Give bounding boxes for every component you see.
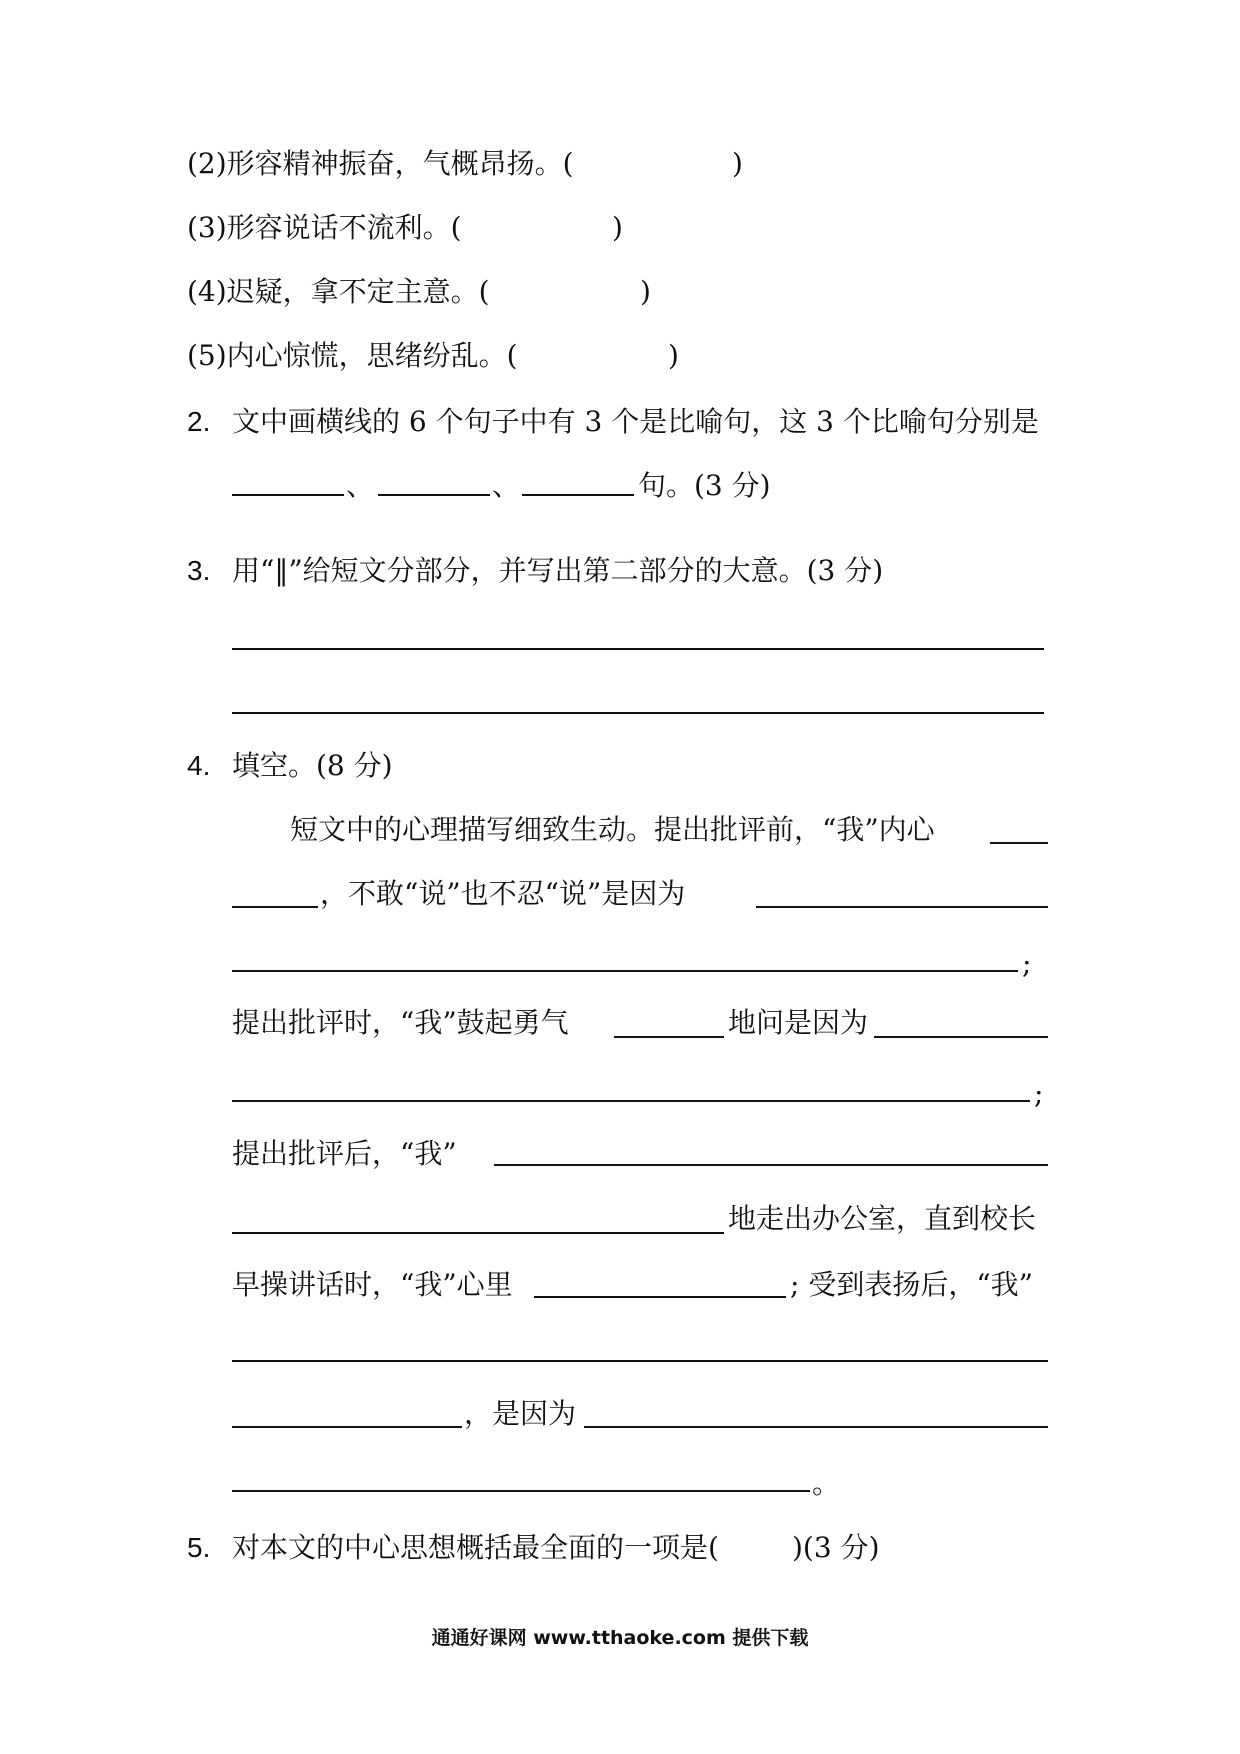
q4-line-7: 地走出办公室，直到校长 <box>728 1202 1037 1235</box>
q2-separator-2: 、 <box>492 469 521 502</box>
q4-line-2: ，不敢“说”也不忍“说”是因为 <box>320 877 686 910</box>
q4-blank-5b[interactable] <box>232 1232 724 1234</box>
q2-text: 文中画横线的 6 个句子中有 3 个是比喻句，这 3 个比喻句分别是 <box>232 405 1039 438</box>
q2-blank-1[interactable] <box>232 494 344 496</box>
q3-number: 3. <box>187 555 211 586</box>
q4-blank-2a[interactable] <box>756 906 1048 908</box>
q1-item-5-label: (5)内心惊慌，思绪纷乱。( <box>187 339 518 372</box>
q4-blank-1b[interactable] <box>232 906 318 908</box>
q4-blank-7b[interactable] <box>232 1426 462 1428</box>
q3-text: 用“‖”给短文分部分，并写出第二部分的大意。(3 分) <box>232 554 884 587</box>
q1-item-2 <box>187 146 574 182</box>
q1-item-3-close: ) <box>612 211 623 244</box>
q5-close: )(3 分) <box>792 1531 880 1564</box>
q1-item-5-close: ) <box>668 339 679 372</box>
q4-blank-2b[interactable] <box>232 970 1018 972</box>
q4-blank-7a[interactable] <box>232 1360 1048 1362</box>
q1-item-3 <box>187 210 462 246</box>
q4-blank-3[interactable] <box>614 1036 724 1038</box>
q5-number: 5. <box>187 1532 211 1563</box>
q3-answer-line-1[interactable] <box>232 648 1044 650</box>
q2-tail: 句。(3 分) <box>638 469 771 502</box>
q4-line-8a: 早操讲话时，“我”心里 <box>232 1268 513 1301</box>
q1-item-5 <box>187 338 518 374</box>
q2-blank-3[interactable] <box>522 494 634 496</box>
q4-title: 填空。(8 分) <box>232 749 393 782</box>
q4-number: 4. <box>187 750 211 781</box>
q1-item-4-close: ) <box>640 275 651 308</box>
q4-blank-1a[interactable] <box>990 842 1048 844</box>
q4-line-4a: 提出批评时，“我”鼓起勇气 <box>232 1006 569 1039</box>
q4-line-6: 提出批评后，“我” <box>232 1137 457 1170</box>
q2-number: 2. <box>187 406 211 437</box>
q4-blank-6[interactable] <box>534 1296 786 1298</box>
q3-answer-line-2[interactable] <box>232 712 1044 714</box>
q4-line-11-end: 。 <box>812 1467 841 1500</box>
q1-item-4 <box>187 274 490 310</box>
q1-item-3-label: (3)形容说话不流利。( <box>187 211 462 244</box>
q4-blank-8a[interactable] <box>584 1426 1048 1428</box>
q1-item-4-label: (4)迟疑，拿不定主意。( <box>187 275 490 308</box>
q4-line-8b: ; 受到表扬后，“我” <box>790 1268 1033 1301</box>
q4-blank-4a[interactable] <box>874 1036 1048 1038</box>
q4-line-1: 短文中的心理描写细致生动。提出批评前，“我”内心 <box>290 813 935 846</box>
q1-item-2-label: (2)形容精神振奋，气概昂扬。( <box>187 147 574 180</box>
q4-line-5-end: ; <box>1034 1077 1044 1110</box>
q4-blank-8b[interactable] <box>232 1490 810 1492</box>
page-footer: 通通好课网 www.tthaoke.com 提供下载 <box>431 1627 809 1649</box>
q2-blank-2[interactable] <box>378 494 490 496</box>
q4-line-4b: 地问是因为 <box>728 1006 869 1039</box>
q5-text: 对本文的中心思想概括最全面的一项是( <box>232 1531 719 1564</box>
q2-separator-1: 、 <box>346 469 375 502</box>
q4-blank-5a[interactable] <box>494 1164 1048 1166</box>
q4-line-10: ，是因为 <box>464 1397 577 1430</box>
q1-item-2-close: ) <box>732 147 743 180</box>
q4-line-3-end: ; <box>1022 947 1032 980</box>
q4-blank-4b[interactable] <box>232 1100 1030 1102</box>
